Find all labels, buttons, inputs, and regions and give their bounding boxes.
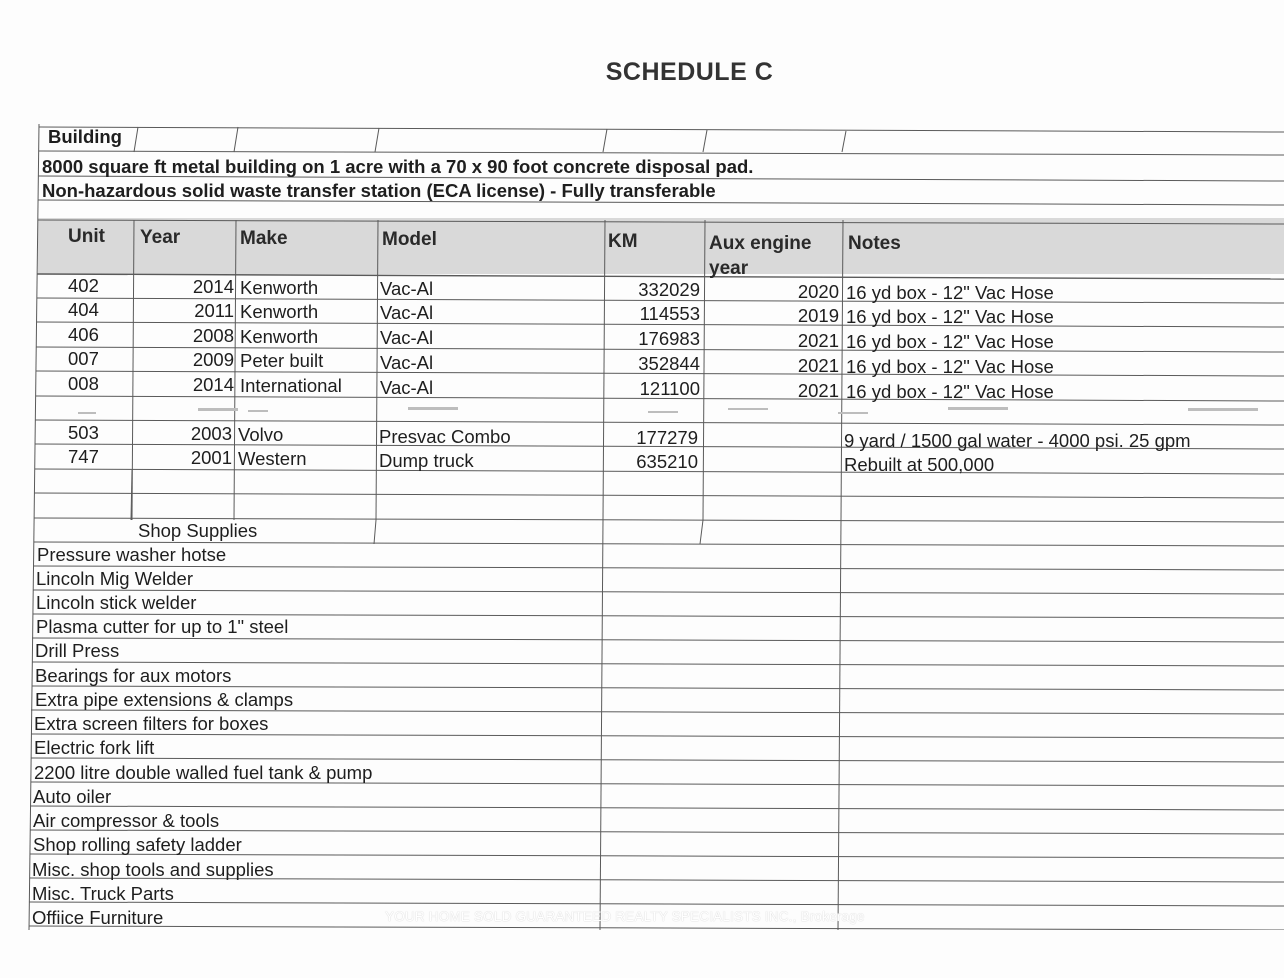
year-cell: 2003 bbox=[190, 423, 232, 444]
notes-cell: 16 yd box - 12" Vac Hose bbox=[846, 331, 1054, 352]
year-cell: 2014 bbox=[192, 374, 234, 395]
schedule-title: SCHEDULE C bbox=[605, 58, 774, 86]
notes-cell: 16 yd box - 12" Vac Hose bbox=[846, 356, 1054, 377]
list-item: Lincoln Mig Welder bbox=[36, 568, 193, 589]
col-km: KM bbox=[608, 231, 638, 252]
make-cell: Western bbox=[238, 448, 307, 469]
model-cell: Vac-Al bbox=[380, 302, 434, 323]
aux-year-cell: 2019 bbox=[797, 305, 839, 326]
building-description: 8000 square ft metal building on 1 acre with a 70 x 90 foot concrete disposal pad. bbox=[42, 156, 754, 177]
list-item: Extra screen filters for boxes bbox=[34, 713, 269, 734]
col-year: Year bbox=[140, 227, 181, 248]
model-cell: Vac-Al bbox=[380, 327, 434, 348]
scan-noise bbox=[48, 402, 1284, 422]
list-item: Plasma cutter for up to 1" steel bbox=[36, 616, 289, 637]
model-cell: Vac-Al bbox=[380, 352, 434, 373]
building-label: Building bbox=[48, 126, 122, 147]
col-model: Model bbox=[382, 229, 437, 250]
make-cell: Kenworth bbox=[240, 277, 319, 298]
unit-cell: 503 bbox=[68, 422, 99, 443]
notes-cell: Rebuilt at 500,000 bbox=[844, 454, 995, 475]
make-cell: International bbox=[240, 375, 342, 396]
col-unit: Unit bbox=[68, 226, 105, 247]
km-cell: 635210 bbox=[636, 451, 698, 472]
list-item: Offiice Furniture bbox=[32, 907, 164, 928]
unit-cell: 406 bbox=[68, 324, 99, 345]
model-cell: Vac-Al bbox=[380, 278, 434, 299]
year-cell: 2014 bbox=[192, 276, 234, 297]
col-notes: Notes bbox=[848, 233, 901, 254]
unit-cell: 402 bbox=[68, 275, 99, 296]
year-cell: 2008 bbox=[192, 325, 234, 346]
shop-supplies-label: Shop Supplies bbox=[138, 520, 258, 541]
list-item: Air compressor & tools bbox=[33, 810, 220, 831]
aux-year-cell: 2021 bbox=[797, 380, 839, 401]
km-cell: 176983 bbox=[638, 328, 700, 349]
brokerage-watermark: YOUR HOME SOLD GUARANTEED REALTY SPECIALISTS INC., Brokerage bbox=[385, 909, 865, 924]
km-cell: 352844 bbox=[638, 353, 700, 374]
list-item: Electric fork lift bbox=[34, 737, 155, 758]
list-item: Pressure washer hotse bbox=[37, 544, 227, 565]
notes-cell: 16 yd box - 12" Vac Hose bbox=[846, 381, 1054, 402]
unit-cell: 008 bbox=[68, 373, 99, 394]
year-cell: 2009 bbox=[192, 349, 234, 370]
year-cell: 2011 bbox=[194, 300, 234, 321]
col-aux-engine: Aux engine bbox=[709, 233, 812, 254]
model-cell: Vac-Al bbox=[380, 377, 434, 398]
schedule-table bbox=[28, 124, 1284, 930]
aux-year-cell: 2021 bbox=[797, 330, 839, 351]
list-item: Misc. Truck Parts bbox=[32, 883, 174, 904]
make-cell: Kenworth bbox=[240, 326, 319, 347]
unit-cell: 007 bbox=[68, 348, 99, 369]
list-item: Auto oiler bbox=[33, 786, 112, 807]
km-cell: 114553 bbox=[639, 303, 700, 324]
km-cell: 177279 bbox=[636, 427, 698, 448]
list-item: Extra pipe extensions & clamps bbox=[35, 689, 294, 710]
list-item: Misc. shop tools and supplies bbox=[32, 859, 274, 880]
col-aux-year: year bbox=[709, 258, 749, 279]
list-item: 2200 litre double walled fuel tank & pump bbox=[34, 762, 373, 783]
list-item: Shop rolling safety ladder bbox=[33, 834, 242, 855]
aux-year-cell: 2020 bbox=[797, 281, 839, 302]
km-cell: 332029 bbox=[638, 279, 700, 300]
unit-cell: 747 bbox=[68, 446, 99, 467]
make-cell: Peter built bbox=[240, 350, 324, 371]
list-item: Lincoln stick welder bbox=[36, 592, 197, 613]
list-item: Drill Press bbox=[35, 640, 120, 661]
make-cell: Volvo bbox=[238, 424, 284, 445]
notes-cell: 16 yd box - 12" Vac Hose bbox=[846, 282, 1054, 303]
unit-cell: 404 bbox=[68, 299, 99, 320]
building-license: Non-hazardous solid waste transfer station (ECA license) - Fully transferable bbox=[42, 180, 716, 201]
make-cell: Kenworth bbox=[240, 301, 319, 322]
notes-cell: 9 yard / 1500 gal water - 4000 psi. 25 gpm bbox=[844, 430, 1191, 451]
notes-cell: 16 yd box - 12" Vac Hose bbox=[846, 306, 1054, 327]
col-make: Make bbox=[240, 228, 288, 249]
km-cell: 121100 bbox=[639, 378, 700, 399]
model-cell: Dump truck bbox=[379, 450, 474, 471]
year-cell: 2001 bbox=[190, 447, 232, 468]
aux-year-cell: 2021 bbox=[797, 355, 839, 376]
model-cell: Presvac Combo bbox=[379, 426, 511, 447]
list-item: Bearings for aux motors bbox=[35, 665, 232, 686]
